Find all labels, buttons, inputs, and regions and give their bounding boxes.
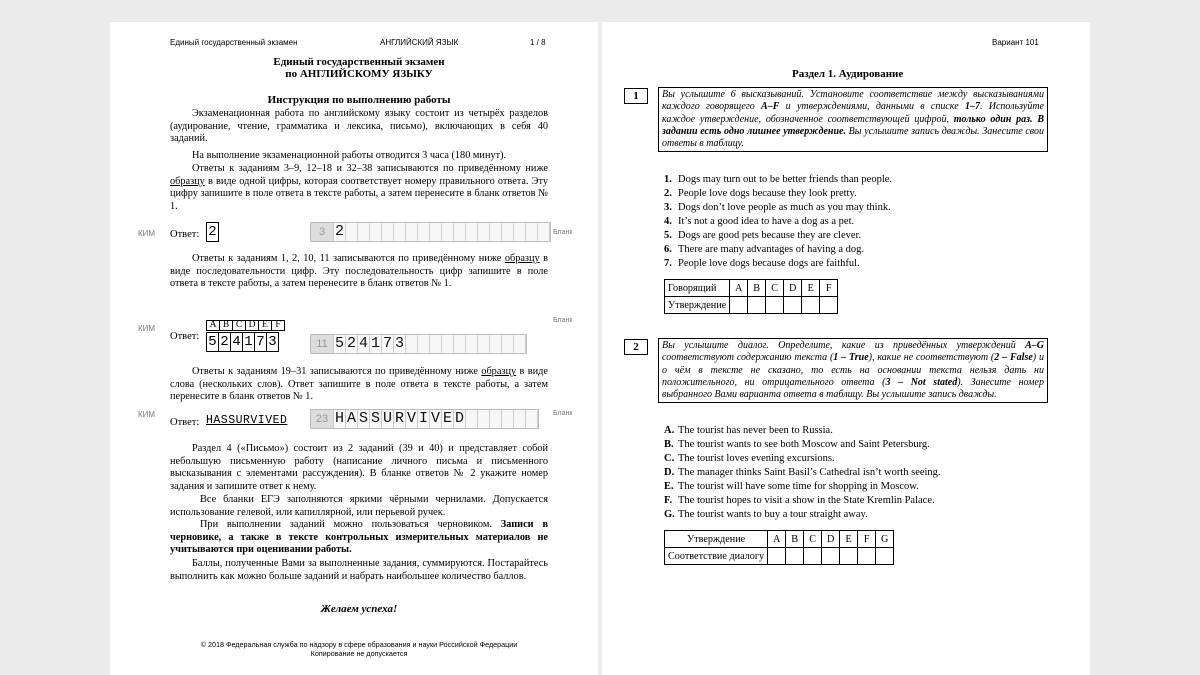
blank-cell: U (382, 410, 392, 427)
blank-cell (370, 223, 382, 241)
column-letter: B (220, 321, 233, 331)
blank-cell (382, 223, 394, 241)
blank-cells-example-2 (310, 334, 527, 354)
blank-cell: R (394, 410, 404, 427)
item-number: 2. (664, 188, 672, 199)
item-number: G. (664, 509, 675, 520)
answer-digit: 2 (219, 332, 231, 352)
task-number-1: 1 (624, 88, 648, 104)
blank-cell: 2 (346, 335, 356, 352)
example-word-answer: HASSURVIVED (206, 414, 288, 427)
answer-cell[interactable] (786, 548, 804, 565)
item-text: Dogs are good pets because they are clever. (678, 230, 862, 241)
answer-cell[interactable] (804, 548, 822, 565)
item-number: 1. (664, 174, 672, 185)
kim-label: КИМ (138, 229, 156, 238)
task-2-statements (664, 424, 941, 522)
blank-cell (394, 223, 406, 241)
blank-cell (418, 223, 430, 241)
list-item (664, 480, 941, 494)
list-item (664, 173, 892, 187)
answer-cell[interactable] (876, 548, 894, 565)
blank-cell: I (418, 410, 428, 427)
item-number: F. (664, 495, 673, 506)
item-number: 3. (664, 202, 672, 213)
item-number: A. (664, 425, 675, 436)
blank-cell (358, 223, 370, 241)
header-subject: АНГЛИЙСКИЙ ЯЗЫК (380, 38, 459, 47)
task-number-cell: 3 (311, 223, 334, 241)
example-sequence-header (206, 320, 285, 331)
column-header: A (768, 531, 786, 548)
footer-no-copy: Копирование не допускается (310, 649, 408, 658)
blank-cell (466, 410, 478, 428)
task-2-instructions: Вы услышите диалог. Определите, какие из приведённых утверждений A–G соответствуют содержанию текста (1 – True), какие не соответствуют (2 – False) и о чём в тексте не сказано, то есть на основании текста нельзя дать ни положительного, ни отрицательного ответа (3 – Not stated). Занесите номер выбранного Вами варианта ответа в таблицу. Вы услышите запись дважды. (658, 338, 1048, 403)
blank-cell (454, 335, 466, 353)
paragraph-structure: Экзаменационная работа по английскому языку состоит из четырёх разделов (аудирование, чтение, грамматика и лексика, письмо), включающих в себя 40 заданий. (170, 108, 548, 145)
blank-cell: D (454, 410, 464, 427)
answer-digit: 7 (255, 332, 267, 352)
task-number-cell: 11 (311, 335, 334, 353)
column-header: F (820, 280, 838, 297)
blank-cell: H (334, 410, 344, 427)
blank-label: Бланк (553, 317, 573, 324)
paragraph-ink: Все бланки ЕГЭ заполняются яркими чёрными чернилами. Допускается использование гелевой, или капиллярной, или перьевой ручек. (170, 494, 548, 518)
column-letter: A (207, 321, 220, 331)
blank-cell: E (442, 410, 452, 427)
list-item (664, 187, 892, 201)
blank-cell (466, 335, 478, 353)
list-item (664, 215, 892, 229)
paragraph-sequence-answers: Ответы к заданиям 1, 2, 10, 11 записываются по приведённому ниже образцу в виде последовательности цифр. Эту последовательность цифр запишите в поле ответа в тексте работы, а затем перенесите в бланк ответов № 1. (170, 253, 549, 290)
section-title: Раздел 1. Аудирование (792, 68, 904, 80)
item-number: 7. (664, 258, 672, 269)
blank-cell (430, 223, 442, 241)
answer-cell[interactable] (784, 297, 802, 314)
item-number: 6. (664, 244, 672, 255)
item-text: The tourist has never been to Russia. (678, 425, 833, 436)
answer-cell[interactable] (840, 548, 858, 565)
blank-cell (490, 410, 502, 428)
column-header: C (804, 531, 822, 548)
column-header: G (876, 531, 894, 548)
item-text: The tourist will have some time for shopping in Moscow. (678, 481, 919, 492)
item-text: Dogs may turn out to be better friends than people. (678, 174, 893, 185)
blank-cell (442, 223, 454, 241)
footer-copyright: © 2018 Федеральная служба по надзору в сфере образования и науки Российской Федерации (200, 640, 518, 649)
column-letter: D (246, 321, 259, 331)
answer-cell[interactable] (822, 548, 840, 565)
answer-digit: 3 (267, 332, 279, 352)
wish-text: Желаем успеха! (320, 603, 398, 615)
blank-cell (514, 410, 526, 428)
item-text: People love dogs because they look pretty. (678, 188, 857, 199)
item-text: It’s not a good idea to have a dog as a pet. (678, 216, 855, 227)
column-header: E (802, 280, 820, 297)
item-number: B. (664, 439, 674, 450)
blank-cell: A (346, 410, 356, 427)
column-header: F (858, 531, 876, 548)
item-number: E. (664, 481, 674, 492)
blank-cell: 1 (370, 335, 380, 352)
paragraph-draft: При выполнении заданий можно пользоваться черновиком. Записи в черновике, а также в тексте контрольных измерительных материалов не учитываются при оценивании работы. (170, 519, 549, 556)
blank-cell: V (406, 410, 416, 427)
blank-cell (478, 335, 490, 353)
blank-cell (466, 223, 478, 241)
answer-digit: 1 (243, 332, 255, 352)
column-header: C (766, 280, 784, 297)
blank-cell (538, 223, 550, 241)
example-answer-box: 2 (206, 222, 219, 242)
answer-cell[interactable] (858, 548, 876, 565)
table-row-label: Соответствие диалогу (665, 548, 768, 565)
column-letter: F (272, 321, 285, 331)
blank-cell: V (430, 410, 440, 427)
item-number: 5. (664, 230, 672, 241)
column-letter: C (233, 321, 246, 331)
list-item (664, 508, 941, 522)
paragraph-writing: Раздел 4 («Письмо») состоит из 2 заданий (39 и 40) и представляет собой небольшую письменную работу (написание личного письма и письменного высказывания с элементами рассуждения). В бланке ответов № 2 укажите номер задания и запишите ответ к нему. (170, 443, 548, 492)
item-text: People love dogs because dogs are faithful. (678, 258, 860, 269)
blank-cell (514, 223, 526, 241)
answer-cell[interactable] (820, 297, 838, 314)
item-number: 4. (664, 216, 672, 227)
table-row-label: Говорящий (665, 280, 730, 297)
column-header: B (748, 280, 766, 297)
column-header: D (784, 280, 802, 297)
blank-cell (418, 335, 430, 353)
blank-cell: S (358, 410, 368, 427)
blank-cell (406, 223, 418, 241)
blank-cell (406, 335, 418, 353)
blank-cell (526, 410, 538, 428)
kim-label: КИМ (138, 324, 156, 333)
paragraph-time: На выполнение экзаменационной работы отводится 3 часа (180 минут). (192, 150, 507, 161)
blank-cell (490, 335, 502, 353)
answer-digit: 4 (231, 332, 243, 352)
list-item (664, 438, 941, 452)
paragraph-word-answers: Ответы к заданиям 19–31 записываются по приведённому ниже образцу в виде слова (нескольких слов). Ответ запишите в поле ответа в тексте работы, а затем перенесите в бланк ответов № 1. (170, 366, 548, 403)
blank-cells-example-1 (310, 222, 551, 242)
item-number: C. (664, 453, 675, 464)
item-text: The tourist hopes to visit a show in the State Kremlin Palace. (678, 495, 935, 506)
column-letter: E (259, 321, 272, 331)
list-item (664, 466, 941, 480)
blank-cell (526, 223, 538, 241)
column-header: E (840, 531, 858, 548)
answer-cell[interactable] (766, 297, 784, 314)
table-row-label: Утверждение (665, 531, 768, 548)
blank-cell (502, 410, 514, 428)
title-line-2: по АНГЛИЙСКОМУ ЯЗЫКУ (285, 68, 433, 80)
answer-cell[interactable] (730, 297, 748, 314)
item-text: The tourist wants to buy a tour straight away. (678, 509, 868, 520)
list-item (664, 229, 892, 243)
kim-label: КИМ (138, 410, 156, 419)
blank-cells-example-3 (310, 409, 539, 429)
blank-cell (454, 223, 466, 241)
blank-label: Бланк (553, 410, 573, 417)
answer-cell[interactable] (748, 297, 766, 314)
list-item (664, 201, 892, 215)
instructions-title: Инструкция по выполнению работы (267, 94, 451, 106)
table-row-label: Утверждение (665, 297, 730, 314)
task-1-instructions: Вы услышите 6 высказываний. Установите соответствие между высказываниями каждого говорящего A–F и утверждениями, данными в списке 1–7. Используйте каждое утверждение, обозначенное соответствующей цифрой, только один раз. В задании есть одно лишнее утверждение. Вы услышите запись дважды. Занесите свои ответы в таблицу. (658, 87, 1048, 152)
answer-label: Ответ: (170, 229, 200, 240)
paragraph-digit-answers: Ответы к заданиям 3–9, 12–18 и 32–38 записываются по приведённому ниже образцу в виде одной цифры, которая соответствует номеру правильного ответа. Эту цифру запишите в поле ответа в тексте работы, а затем перенесите в бланк ответов № 1. (170, 163, 548, 212)
blank-cell (514, 335, 526, 353)
column-header: B (786, 531, 804, 548)
item-text: The tourist wants to see both Moscow and Saint Petersburg. (678, 439, 930, 450)
answer-label: Ответ: (170, 331, 200, 342)
blank-cell: 2 (334, 223, 344, 240)
example-sequence-answers (206, 332, 279, 352)
task-number-2: 2 (624, 339, 648, 355)
item-text: There are many advantages of having a dog. (678, 244, 865, 255)
list-item (664, 424, 941, 438)
list-item (664, 243, 892, 257)
header-page-number: 1 / 8 (530, 38, 546, 47)
blank-cell (346, 223, 358, 241)
blank-cell: 5 (334, 335, 344, 352)
blank-cell (442, 335, 454, 353)
task-number-cell: 23 (311, 410, 334, 428)
list-item (664, 452, 941, 466)
blank-label: Бланк (553, 229, 573, 236)
list-item (664, 257, 892, 271)
blank-cell: 4 (358, 335, 368, 352)
item-text: The tourist loves evening excursions. (678, 453, 835, 464)
task-1-statements (664, 173, 892, 271)
blank-cell (478, 410, 490, 428)
blank-cell (490, 223, 502, 241)
blank-cell: 7 (382, 335, 392, 352)
paragraph-scores: Баллы, полученные Вами за выполненные задания, суммируются. Постарайтесь выполнить как можно больше заданий и набрать наибольшее количество баллов. (170, 558, 548, 582)
variant-label: Вариант 101 (992, 38, 1039, 47)
answer-cell[interactable] (802, 297, 820, 314)
blank-cell (430, 335, 442, 353)
header-exam: Единый государственный экзамен (170, 38, 298, 47)
blank-cell: 3 (394, 335, 404, 352)
title-line-1: Единый государственный экзамен (273, 56, 445, 68)
blank-cell (502, 223, 514, 241)
page-right (602, 22, 1090, 675)
blank-cell (502, 335, 514, 353)
answer-label: Ответ: (170, 417, 200, 428)
answer-cell[interactable] (768, 548, 786, 565)
answer-digit: 5 (206, 332, 219, 352)
task-1-answer-table (664, 279, 838, 314)
item-text: Dogs don’t love people as much as you may think. (678, 202, 891, 213)
page-left (110, 22, 598, 675)
item-text: The manager thinks Saint Basil’s Cathedral isn’t worth seeing. (678, 467, 941, 478)
task-2-answer-table (664, 530, 894, 565)
item-number: D. (664, 467, 675, 478)
column-header: A (730, 280, 748, 297)
list-item (664, 494, 941, 508)
blank-cell (478, 223, 490, 241)
blank-cell: S (370, 410, 380, 427)
column-header: D (822, 531, 840, 548)
